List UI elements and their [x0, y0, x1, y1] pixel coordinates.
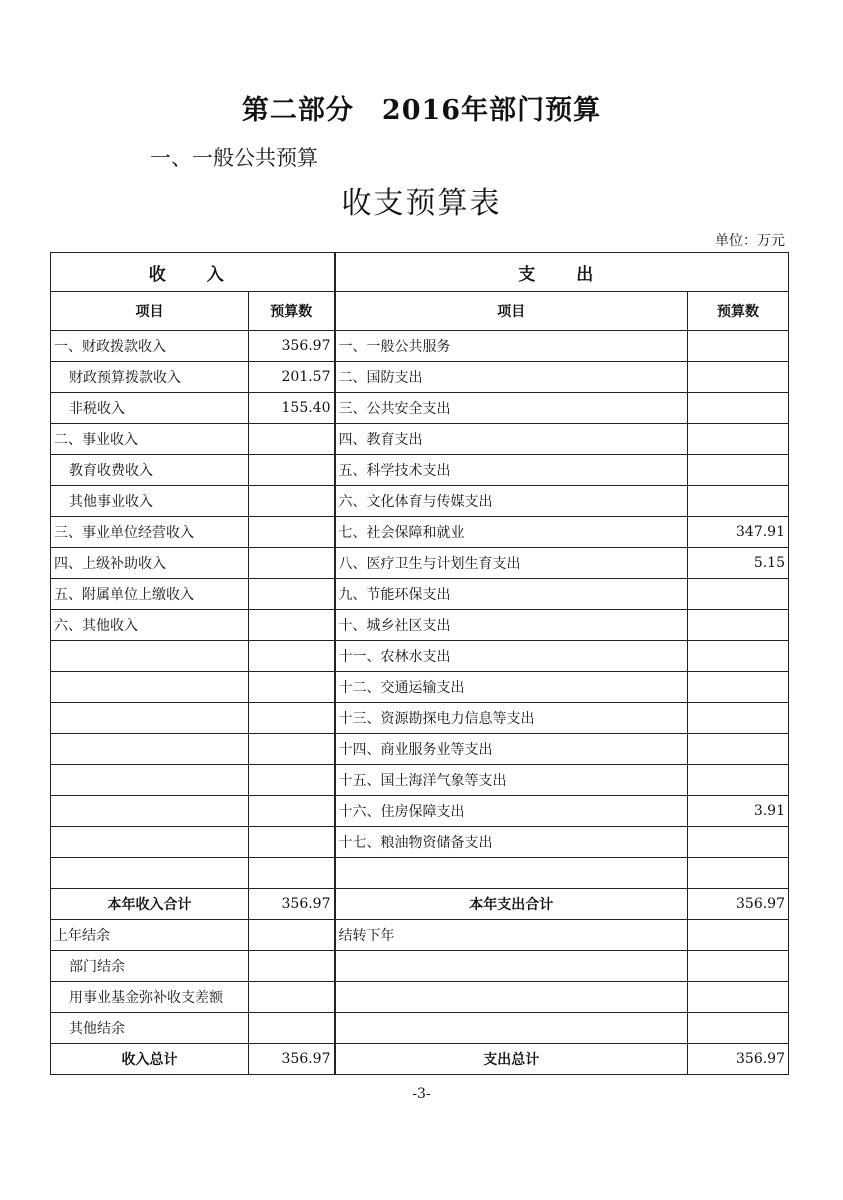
unit-label: 单位：万元 [715, 233, 785, 249]
expense-amount-header: 预算数 [688, 292, 789, 331]
expense-item-cell: 十二、交通运输支出 [335, 672, 688, 703]
income-item-cell [51, 641, 249, 672]
expense-item-cell: 七、社会保障和就业 [335, 517, 688, 548]
income-item-cell: 一、财政拨款收入 [51, 331, 249, 362]
expense-amount-cell [688, 920, 789, 951]
expense-item-cell: 八、医疗卫生与计划生育支出 [335, 548, 688, 579]
expense-item-cell: 十一、农林水支出 [335, 641, 688, 672]
balance-row [51, 920, 789, 951]
expense-amount-cell: 356.97 [688, 889, 789, 920]
income-amount-cell [249, 517, 335, 548]
income-item-cell [51, 858, 249, 889]
table-row [51, 579, 789, 610]
table-row [51, 858, 789, 889]
table-row [51, 672, 789, 703]
table-row [51, 734, 789, 765]
expense-item-cell: 六、文化体育与传媒支出 [335, 486, 688, 517]
expense-amount-cell [688, 1013, 789, 1044]
expense-item-cell: 三、公共安全支出 [335, 393, 688, 424]
expense-item-cell [335, 951, 688, 982]
income-amount-cell: 356.97 [249, 889, 335, 920]
table-row [51, 486, 789, 517]
table-column-header-row [51, 292, 789, 331]
income-amount-cell [249, 424, 335, 455]
expense-amount-cell [688, 393, 789, 424]
expense-item-cell: 结转下年 [335, 920, 688, 951]
income-header: 收 入 [51, 253, 335, 292]
income-item-cell: 本年收入合计 [51, 889, 249, 920]
income-item-cell [51, 703, 249, 734]
expense-amount-cell [688, 579, 789, 610]
income-amount-cell [249, 1013, 335, 1044]
expense-amount-cell [688, 455, 789, 486]
income-amount-cell [249, 610, 335, 641]
income-amount-cell [249, 703, 335, 734]
expense-amount-cell [688, 672, 789, 703]
income-item-cell: 财政预算拨款收入 [51, 362, 249, 393]
expense-amount-cell [688, 734, 789, 765]
year-total-row [51, 889, 789, 920]
expense-amount-cell [688, 703, 789, 734]
expense-item-header: 项目 [335, 292, 688, 331]
expense-amount-cell [688, 331, 789, 362]
income-item-cell: 其他结余 [51, 1013, 249, 1044]
expense-item-cell: 四、教育支出 [335, 424, 688, 455]
table-row [51, 610, 789, 641]
income-item-cell [51, 765, 249, 796]
income-amount-cell [249, 579, 335, 610]
balance-row [51, 982, 789, 1013]
expense-amount-cell [688, 858, 789, 889]
part-title: 第二部分 2016年部门预算 [241, 95, 602, 126]
income-amount-cell [249, 951, 335, 982]
table-row [51, 548, 789, 579]
expense-amount-cell [688, 951, 789, 982]
income-amount-cell [249, 920, 335, 951]
income-amount-cell [249, 858, 335, 889]
table-section-header-row [51, 253, 789, 292]
expense-amount-cell [688, 982, 789, 1013]
expense-amount-cell [688, 610, 789, 641]
expense-amount-cell [688, 486, 789, 517]
expense-item-cell: 十六、住房保障支出 [335, 796, 688, 827]
table-title: 收支预算表 [341, 186, 502, 221]
budget-table [50, 252, 789, 1075]
income-item-cell: 三、事业单位经营收入 [51, 517, 249, 548]
expense-item-cell: 十三、资源勘探电力信息等支出 [335, 703, 688, 734]
income-amount-cell [249, 982, 335, 1013]
income-amount-cell: 201.57 [249, 362, 335, 393]
table-row [51, 331, 789, 362]
expense-item-cell: 九、节能环保支出 [335, 579, 688, 610]
page-number: -3- [412, 1086, 431, 1102]
income-amount-cell [249, 548, 335, 579]
expense-item-cell [335, 1013, 688, 1044]
income-amount-header: 预算数 [249, 292, 335, 331]
income-amount-cell [249, 455, 335, 486]
income-amount-cell [249, 641, 335, 672]
table-row [51, 362, 789, 393]
income-item-cell: 其他事业收入 [51, 486, 249, 517]
income-item-cell: 非税收入 [51, 393, 249, 424]
income-item-header: 项目 [51, 292, 249, 331]
income-amount-cell [249, 827, 335, 858]
expense-amount-cell [688, 362, 789, 393]
expense-amount-cell: 356.97 [688, 1044, 789, 1075]
income-item-cell [51, 672, 249, 703]
income-amount-cell [249, 486, 335, 517]
table-row [51, 393, 789, 424]
expense-item-cell [335, 982, 688, 1013]
expense-amount-cell [688, 641, 789, 672]
expense-item-cell: 二、国防支出 [335, 362, 688, 393]
section-title: 一、一般公共预算 [150, 146, 318, 170]
expense-header: 支 出 [335, 253, 789, 292]
expense-amount-cell [688, 765, 789, 796]
income-amount-cell [249, 672, 335, 703]
income-item-cell: 五、附属单位上缴收入 [51, 579, 249, 610]
income-item-cell [51, 827, 249, 858]
expense-amount-cell [688, 424, 789, 455]
table-row [51, 517, 789, 548]
expense-item-cell: 一、一般公共服务 [335, 331, 688, 362]
income-amount-cell [249, 765, 335, 796]
expense-item-cell: 十、城乡社区支出 [335, 610, 688, 641]
income-item-cell: 上年结余 [51, 920, 249, 951]
table-row [51, 641, 789, 672]
income-item-cell [51, 734, 249, 765]
expense-amount-cell [688, 827, 789, 858]
expense-item-cell [335, 858, 688, 889]
expense-item-cell: 五、科学技术支出 [335, 455, 688, 486]
income-item-cell: 六、其他收入 [51, 610, 249, 641]
expense-item-cell: 本年支出合计 [335, 889, 688, 920]
expense-amount-cell: 347.91 [688, 517, 789, 548]
expense-item-cell: 十七、粮油物资储备支出 [335, 827, 688, 858]
income-item-cell: 四、上级补助收入 [51, 548, 249, 579]
table-row [51, 424, 789, 455]
income-item-cell: 教育收费收入 [51, 455, 249, 486]
expense-amount-cell: 3.91 [688, 796, 789, 827]
table-row [51, 827, 789, 858]
income-item-cell: 二、事业收入 [51, 424, 249, 455]
income-item-cell [51, 796, 249, 827]
income-amount-cell [249, 734, 335, 765]
table-row [51, 765, 789, 796]
expense-item-cell: 十五、国土海洋气象等支出 [335, 765, 688, 796]
table-row [51, 796, 789, 827]
income-item-cell: 部门结余 [51, 951, 249, 982]
table-row [51, 455, 789, 486]
grand-total-row [51, 1044, 789, 1075]
income-item-cell: 收入总计 [51, 1044, 249, 1075]
income-amount-cell: 155.40 [249, 393, 335, 424]
income-amount-cell: 356.97 [249, 331, 335, 362]
expense-amount-cell: 5.15 [688, 548, 789, 579]
balance-row [51, 951, 789, 982]
income-item-cell: 用事业基金弥补收支差额 [51, 982, 249, 1013]
income-amount-cell [249, 796, 335, 827]
income-amount-cell: 356.97 [249, 1044, 335, 1075]
balance-row [51, 1013, 789, 1044]
expense-item-cell: 十四、商业服务业等支出 [335, 734, 688, 765]
expense-item-cell: 支出总计 [335, 1044, 688, 1075]
table-row [51, 703, 789, 734]
